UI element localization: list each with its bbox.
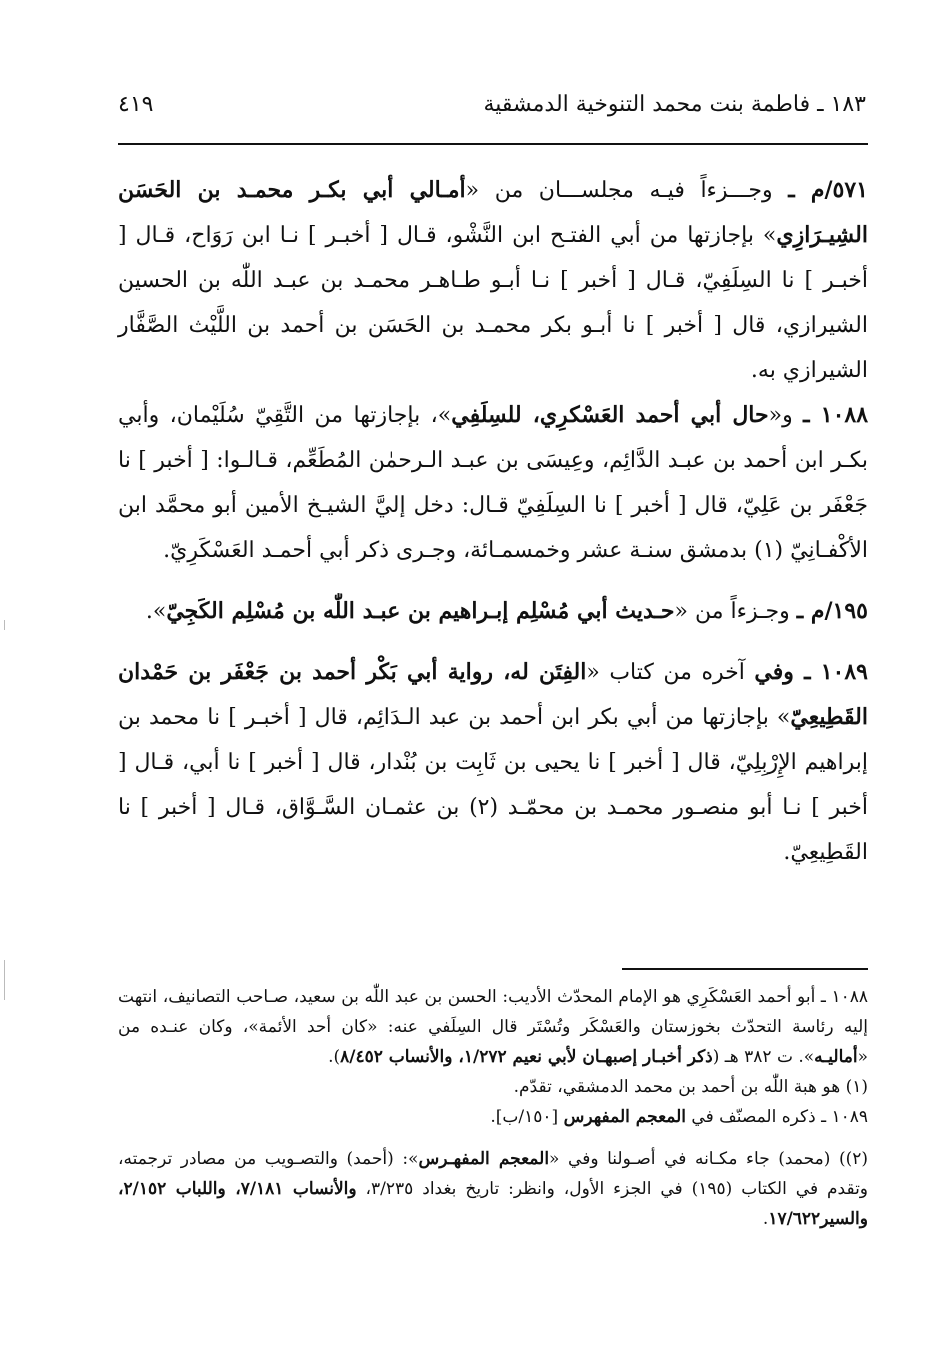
entry-number: ١٩٥/م ـ bbox=[796, 598, 868, 624]
footnote-1088: ١٠٨٨ ـ أبو أحمد العَسْكَرِي هو الإمام المحدّث الأديب: الحسن بن عبد اللّٰه بن سعيد، صـاحب التصانيف، انتهت إليه رئاسة التحدّث بخوزستان والعَسْكَر وتُسْتَر قال السِلَفي عنه: «كان أحد الأئمة»، وكان عنـده من «أماليـه». ت ٣٨٢ هـ (ذكر أخبـار إصبهـان لأبي نعيم ١/٢٧٢، والأنساب ٨/٤٥٢). bbox=[118, 987, 868, 1067]
footnote-1089: ١٠٨٩ ـ ذكره المصنّف في المعجم المفهرس [١٥٠/ب]. bbox=[490, 1107, 868, 1127]
entry-text: ». bbox=[145, 599, 167, 624]
main-text bbox=[118, 168, 868, 875]
entry-1089 bbox=[118, 650, 868, 875]
entry-text: » بإجازتها من أبي الفتـح ابن النَّشْو، قـال [ أخبـر ] نـا ابن رَوَاح، قـال [ أخبـر ] نا السِلَفِيّ، قـال [ أخبر ] نـا أبـو طـاهـر محمـد بن عبـد اللّٰه بن الحسين الشيرازي، قال [ أخبر ] نا أبـو بكر محمـد بن الحَسَن بن أحمد بن اللَّيْث الصَّفَّار الشيرازي به. bbox=[118, 223, 868, 383]
page-number: ٤١٩ bbox=[118, 92, 154, 117]
running-header bbox=[118, 92, 866, 132]
footnote-2: (٢)) (محمد) جاء مكـانه في أصـولنا وفي «المعجم المفهـرس»: (أحمد) والتصـويب من مصادر ترجمته، وتقدم في الكتاب (١٩٥) في الجزء الأول، وانظر: تاريخ بغداد ٣/٢٣٥، والأنساب ٧/١٨١، واللباب ٢/١٥٢، والسير١٧/٦٢٢. bbox=[118, 1149, 869, 1229]
entry-text: و« bbox=[768, 403, 793, 428]
entry-number: ١٠٨٨ ـ bbox=[803, 402, 869, 428]
entry-text: وجـزءاً من « bbox=[674, 599, 790, 624]
entry-number: ١٠٨٩ ـ وفي bbox=[754, 659, 868, 685]
entry-text: » بإجازتها من أبي بكر ابن أحمد بن عبد الـدَائِم، قال [ أخبـر ] نا محمد بن إبراهيم الإِرْبِلِيّ، قال [ أخبر ] نا يحيى بن ثَابِت بن بُنْدار، قال [ أخبر ] نا أبي، قـال [ أخبر ] نـا أبو منصـور محمـد بن محمّـد (٢) بن عثمـان السَّـوَّاق، قـال [ أخبر ] نا القَطِيعِيّ. bbox=[118, 705, 868, 865]
footnote-1: (١) هو هبة اللّٰه بن أحمد بن محمد الدمشقي، تقدّم. bbox=[513, 1077, 868, 1097]
header-title: ١٨٣ ـ فاطمة بنت محمد التنوخية الدمشقية bbox=[483, 92, 866, 117]
entry-number: ٥٧١/م ـ bbox=[788, 177, 868, 203]
scan-edge-mark bbox=[4, 960, 5, 1000]
footnotes bbox=[118, 982, 868, 1234]
entry-1088 bbox=[118, 393, 868, 573]
entry-text: »، بإجازتها من التَّقِيّ سُلَيْمان، وأبي بكـر ابن أحمد بن عبـد الدَّائِم، وعِيسَى بن عبـد الـرحمٰن المُطَعِّم، قـالـوا: [ أخبر ] نا جَعْفَر بن عَلِيّ، قال [ أخبر ] نا السِلَفِيّ قـال: دخل إليَّ الشيـخ الأمين أبو محمَّد ابن الأكْفـانِيّ (١) بدمشق سنـة عشر وخمسمـائة، وجـرى ذكر أبي أحمـد العَسْكَرِيّ. bbox=[118, 403, 868, 563]
scan-edge-mark bbox=[4, 620, 5, 630]
work-title: حـديث أبي مُسْلِم إبـراهيم بن عبـد اللّٰه بن مُسْلِم الكَجِيّ bbox=[166, 598, 675, 624]
work-title: الفِتَن له، رواية أبي بَكْر أحمد بن جَعْفَر بن حَمْدان القَطِيعِيّ bbox=[118, 659, 868, 730]
entry-195 bbox=[118, 589, 868, 634]
entry-text: وجـــزءاً فيـه مجلســـان من « bbox=[465, 178, 773, 203]
entry-text: آخره من كتاب « bbox=[586, 660, 745, 685]
work-title: أمـالي أبي بكـر محمـد بن الحَسَن الشِيـرَازِي bbox=[118, 177, 868, 248]
entry-571 bbox=[118, 168, 868, 393]
header-rule bbox=[118, 143, 868, 145]
footnote-rule bbox=[622, 968, 868, 970]
work-title: حال أبي أحمد العَسْكرِي، للسِلَفِي bbox=[451, 402, 769, 428]
